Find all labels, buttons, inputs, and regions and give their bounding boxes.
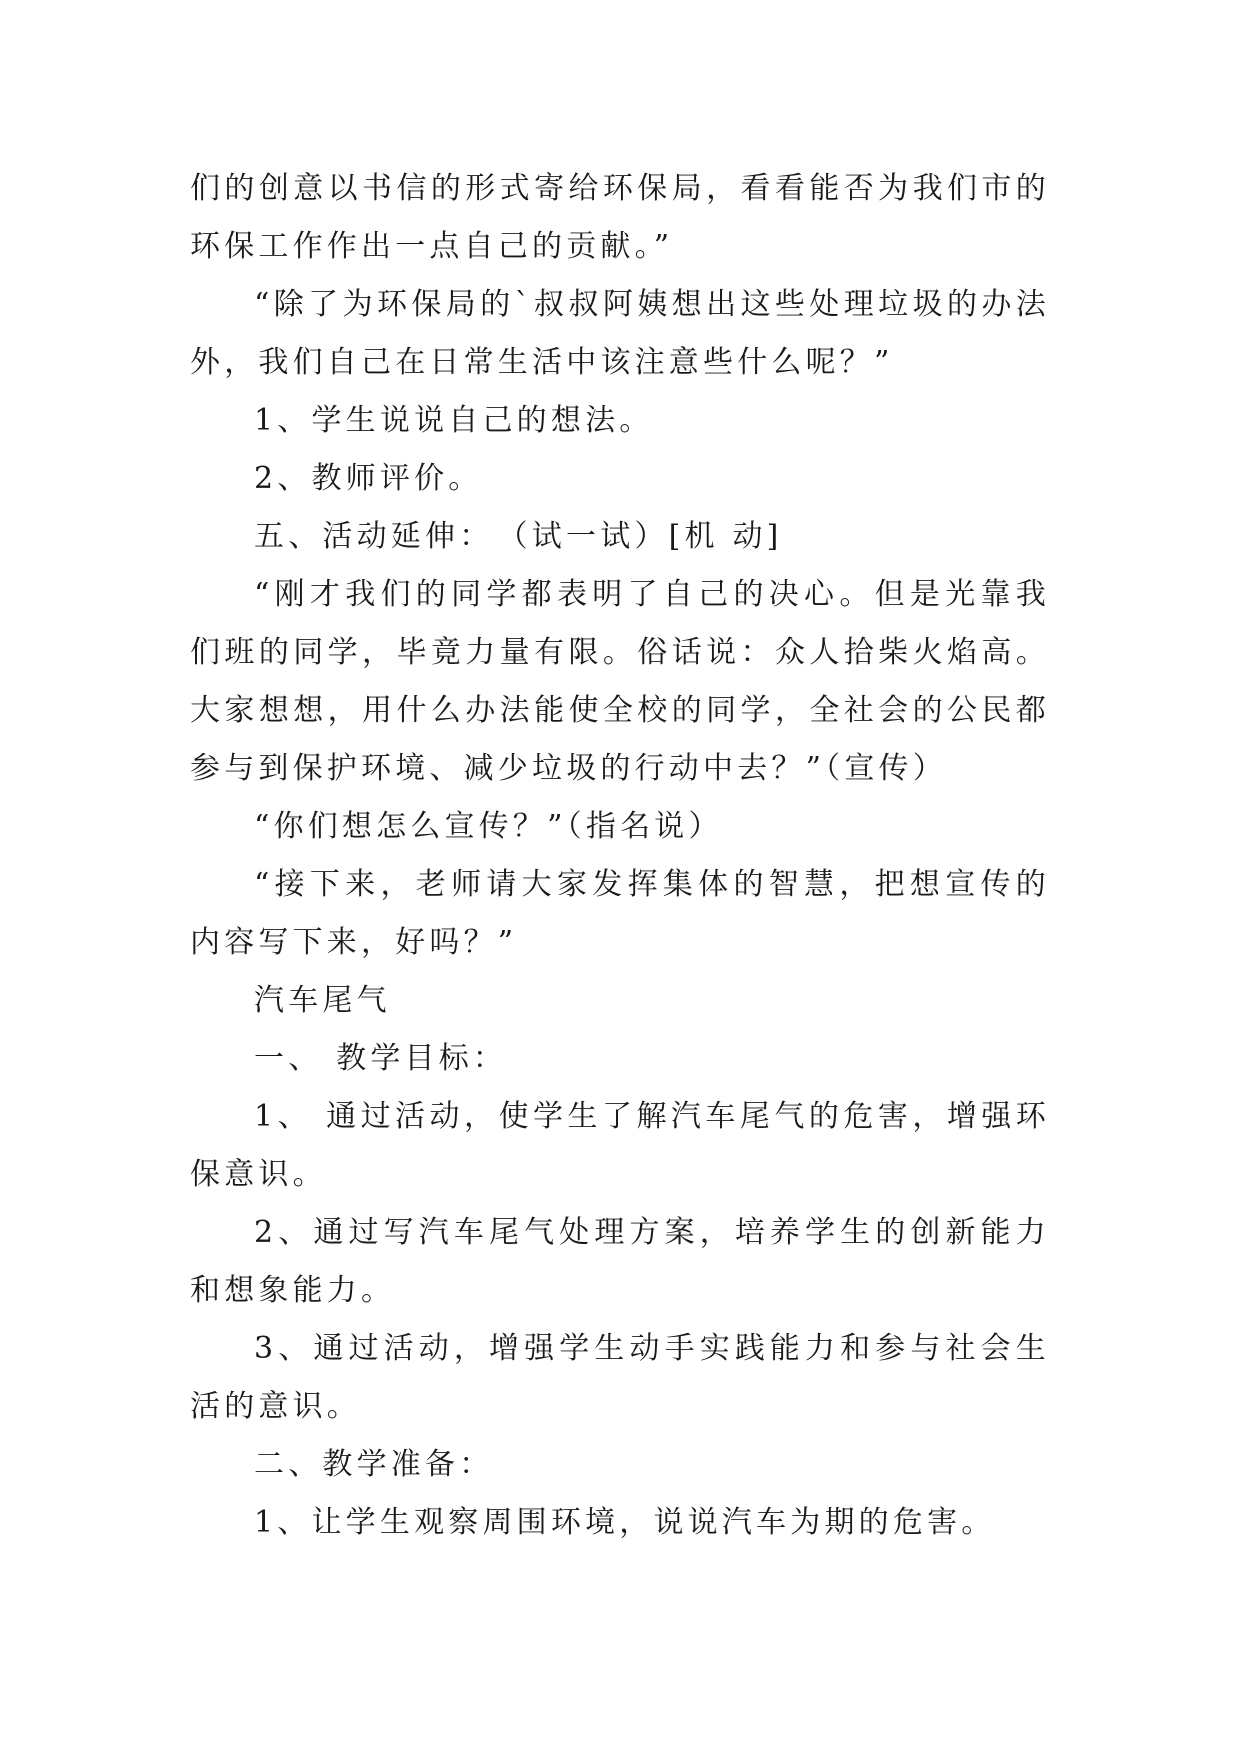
document-body [190,160,1050,1552]
paragraph-2: “除了为环保局的`叔叔阿姨想出这些处理垃圾的办法外，我们自己在日常生活中该注意些什么呢？” [190,287,1050,380]
section-heading-teaching-goals: 一、 教学目标： [254,1041,508,1076]
paragraph-3: 1、学生说说自己的想法。 [254,403,654,438]
goal-item-2: 2、通过写汽车尾气处理方案，培养学生的创新能力和想象能力。 [190,1215,1050,1308]
paragraph-6: “刚才我们的同学都表明了自己的决心。但是光靠我们班的同学，毕竟力量有限。俗话说：众人拾柴火焰高。大家想想，用什么办法能使全校的同学，全社会的公民都参与到保护环境、减少垃圾的行动中去？”（宣传） [190,577,1050,786]
paragraph-8: “接下来，老师请大家发挥集体的智慧，把想宣传的内容写下来，好吗？” [190,867,1050,960]
section-heading-activity-extension: 五、活动延伸： （试一试）[机 动] [254,519,783,554]
lesson-title: 汽车尾气 [254,983,391,1018]
preparation-item-1: 1、让学生观察周围环境，说说汽车为期的危害。 [254,1505,996,1540]
goal-item-3: 3、通过活动，增强学生动手实践能力和参与社会生活的意识。 [190,1331,1050,1424]
paragraph-1: 们的创意以书信的形式寄给环保局，看看能否为我们市的环保工作作出一点自己的贡献。” [190,171,1050,264]
paragraph-7: “你们想怎么宣传？”（指名说） [254,809,723,844]
goal-item-1: 1、 通过活动，使学生了解汽车尾气的危害，增强环保意识。 [190,1099,1050,1192]
section-heading-teaching-preparation: 二、教学准备： [254,1447,494,1482]
paragraph-4: 2、教师评价。 [254,461,483,496]
